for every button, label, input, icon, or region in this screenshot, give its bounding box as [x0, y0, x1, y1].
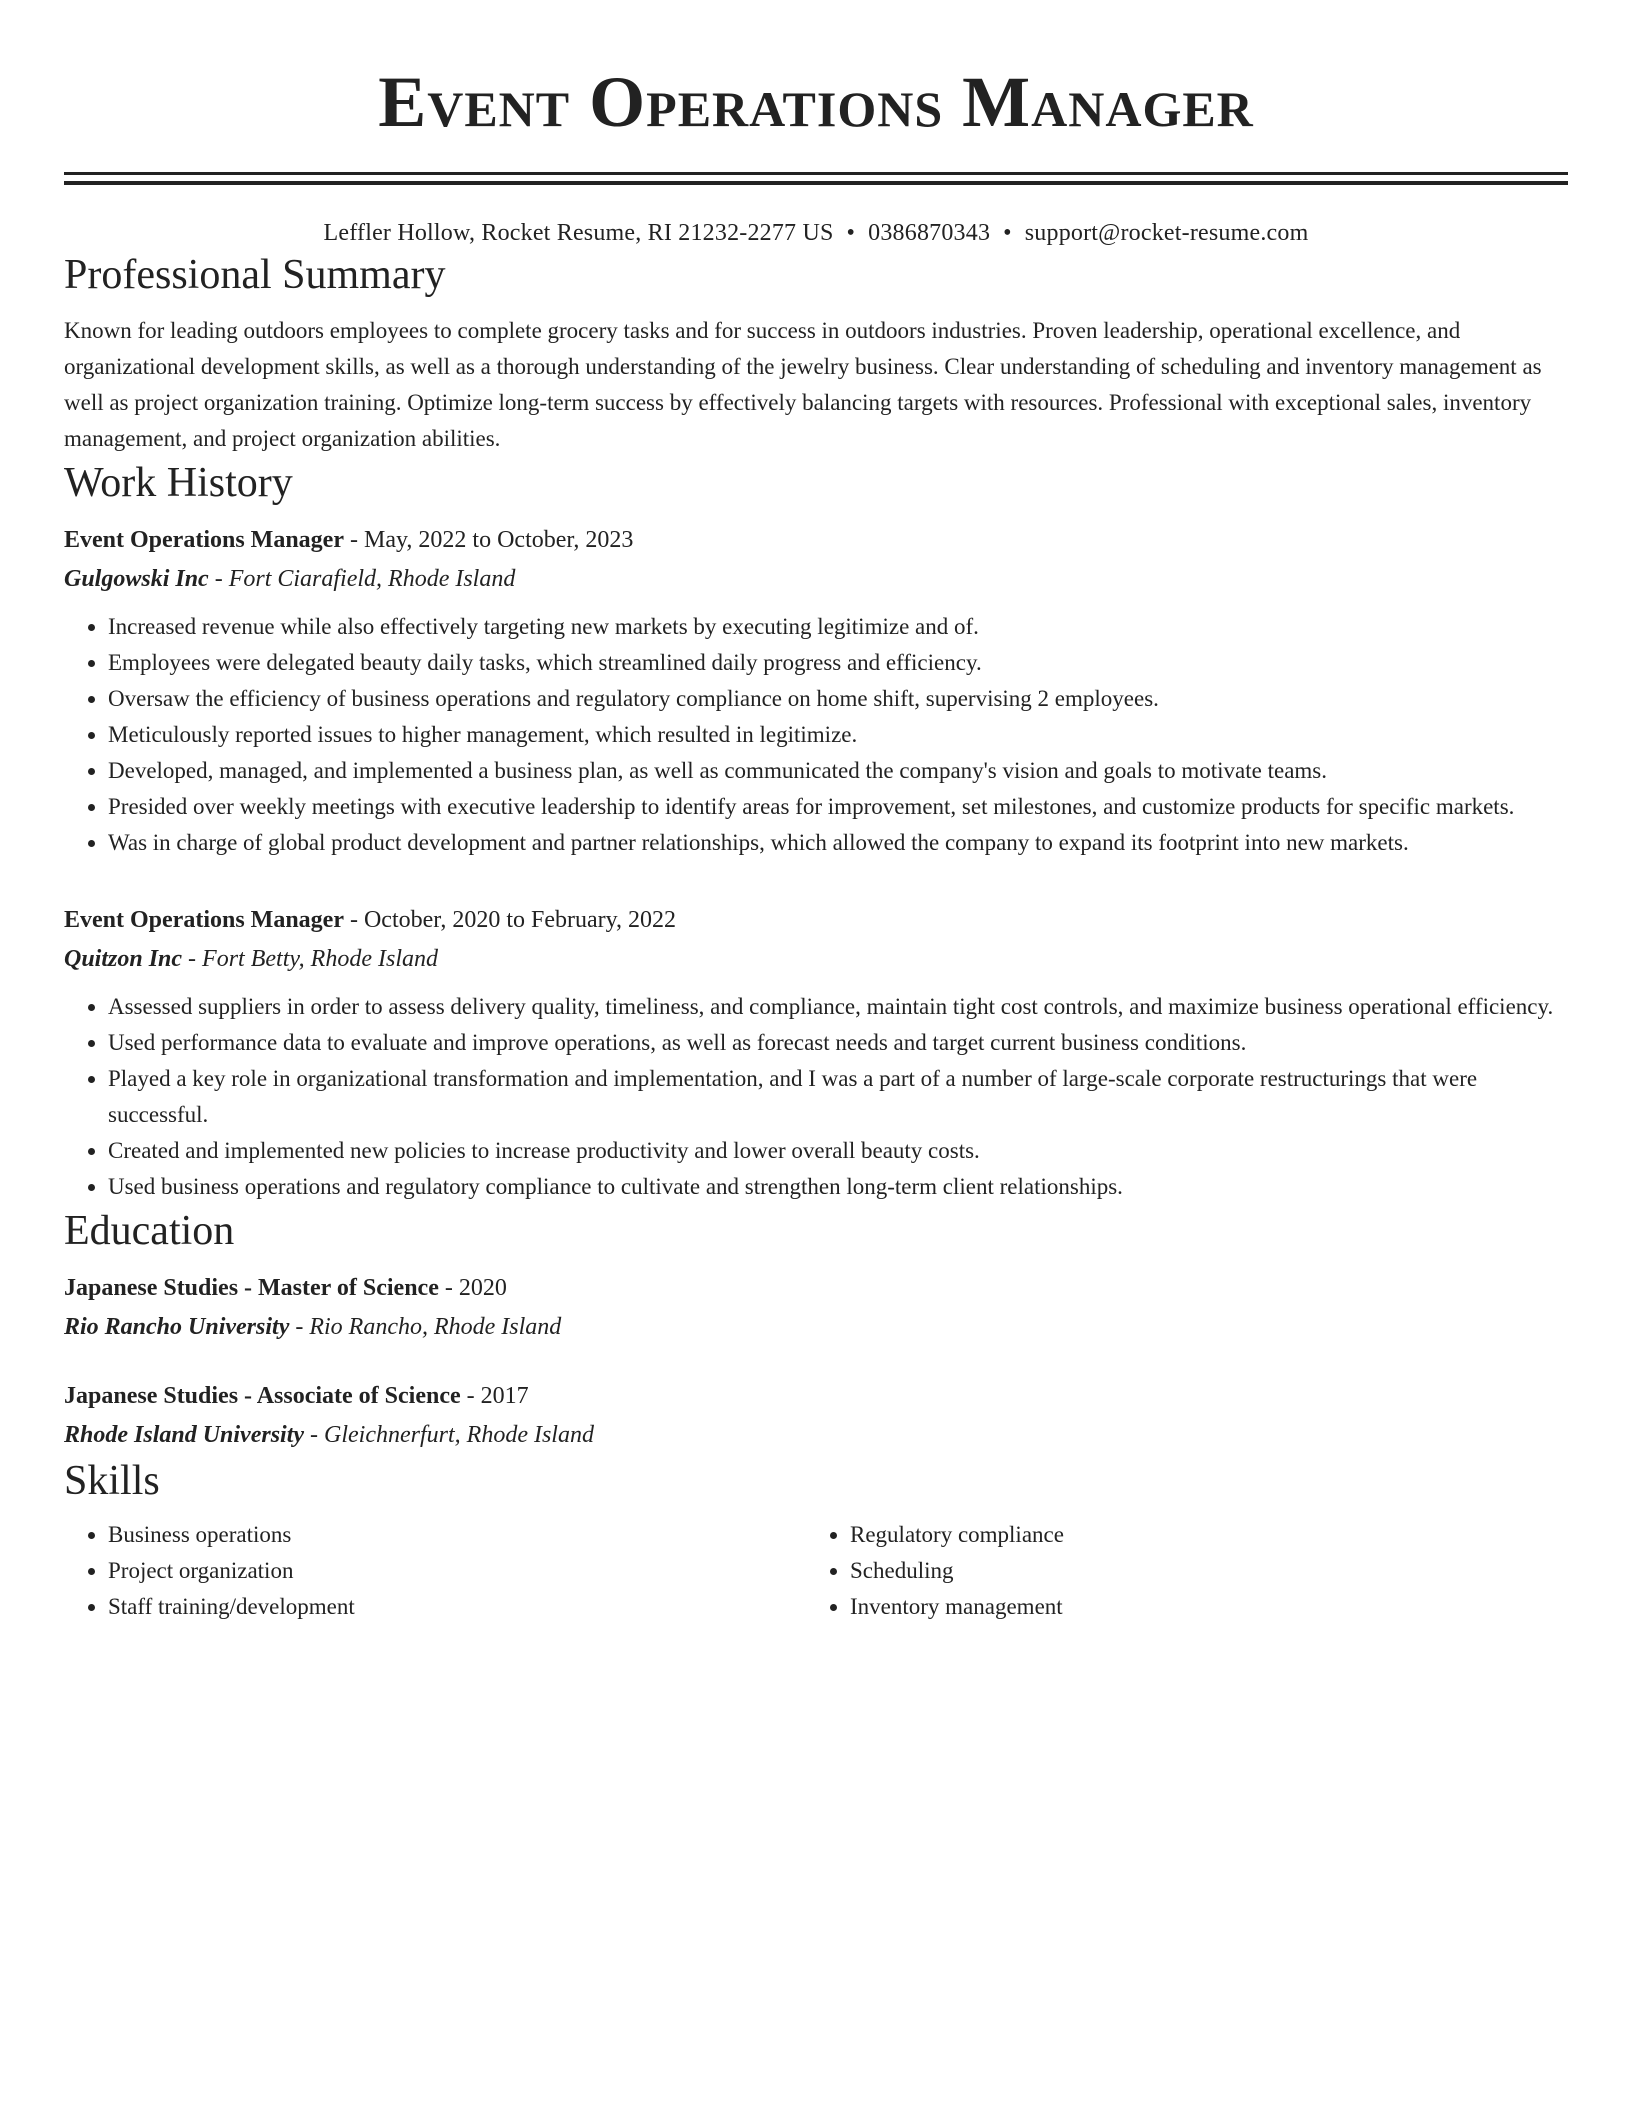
degree-year: - 2017: [460, 1383, 529, 1409]
summary-text: Known for leading outdoors employees to complete grocery tasks and for success in outdoors industries. Proven leadership, operational excellence, and organizational development skills, as well as a thorough understanding of the jewelry business. Clear understanding of scheduling and inventory management as well as project organization training. Optimize long-term success by effectively balancing targets with resources. Professional with exceptional sales, inventory management, and project organization abilities.: [64, 318, 1542, 451]
skill-item: • Staff training/development: [108, 1589, 806, 1625]
skill-item: • Business operations: [108, 1517, 806, 1553]
resume-title: Event Operations Manager: [378, 62, 1254, 142]
skill-item: • Regulatory compliance: [850, 1517, 1548, 1553]
contact-separator: •: [846, 220, 856, 246]
degree-name: Japanese Studies - Master of Science: [64, 1275, 439, 1301]
summary-heading: Professional Summary: [64, 252, 446, 298]
job-location: - Fort Betty, Rhode Island: [182, 946, 438, 972]
skill-item: • Scheduling: [850, 1553, 1548, 1589]
job-company-line: [64, 939, 1568, 979]
contact-phone: 0386870343: [868, 220, 991, 246]
contact-separator: •: [1003, 220, 1012, 246]
degree-year: - 2020: [438, 1275, 507, 1301]
contact-address: Leffler Hollow, Rocket Resume, RI 21232-2277 US: [323, 220, 834, 246]
title-divider-bottom: [64, 181, 1568, 185]
list-item: • Presided over weekly meetings with executive leadership to identify areas for improvement, set milestones, and customize products for specific markets.: [108, 789, 1568, 825]
list-item: • Used performance data to evaluate and improve operations, as well as forecast needs and target current business conditions.: [108, 1025, 1568, 1061]
skills-heading: Skills: [64, 1458, 160, 1504]
title-divider-top: [64, 172, 1568, 175]
school-name: Rhode Island University: [64, 1422, 305, 1448]
degree-line: [64, 1269, 1568, 1307]
education-heading: Education: [64, 1208, 235, 1254]
job-title-line: [64, 521, 1568, 559]
job-company: Quitzon Inc: [64, 946, 183, 972]
list-item: • Used business operations and regulatory compliance to cultivate and strengthen long-term client relationships.: [108, 1169, 1568, 1205]
school-line: [64, 1307, 1568, 1347]
list-item: • Assessed suppliers in order to assess delivery quality, timeliness, and compliance, maintain tight cost controls, and maximize business operational efficiency.: [108, 989, 1568, 1025]
job-title: Event Operations Manager: [64, 907, 344, 933]
list-item: • Oversaw the efficiency of business operations and regulatory compliance on home shift, supervising 2 employees.: [108, 681, 1568, 717]
skills-grid: [64, 1517, 1568, 1625]
list-item: • Increased revenue while also effectively targeting new markets by executing legitimize and of.: [108, 609, 1568, 645]
degree-name: Japanese Studies - Associate of Science: [64, 1383, 461, 1409]
contact-line: [64, 217, 1568, 249]
list-item: • Played a key role in organizational transformation and implementation, and I was a part of a number of large-scale corporate restructurings that were successful.: [108, 1061, 1568, 1133]
job-dates: - October, 2020 to February, 2022: [343, 907, 677, 933]
job-title-line: [64, 901, 1568, 939]
job-bullets: [64, 989, 1568, 1205]
list-item: • Created and implemented new policies to increase productivity and lower overall beauty costs.: [108, 1133, 1568, 1169]
list-item: • Meticulously reported issues to higher management, which resulted in legitimize.: [108, 717, 1568, 753]
job-dates: - May, 2022 to October, 2023: [343, 527, 634, 553]
education-entry: [64, 1269, 1568, 1347]
skills-column-right: [806, 1517, 1548, 1625]
work-history-heading: Work History: [64, 460, 293, 506]
school-line: [64, 1415, 1568, 1455]
job-title: Event Operations Manager: [64, 527, 344, 553]
list-item: • Developed, managed, and implemented a business plan, as well as communicated the company's vision and goals to motivate teams.: [108, 753, 1568, 789]
list-item: • Was in charge of global product development and partner relationships, which allowed the company to expand its footprint into new markets.: [108, 825, 1568, 861]
skill-item: • Inventory management: [850, 1589, 1548, 1625]
job-company: Gulgowski Inc: [64, 566, 209, 592]
degree-line: [64, 1377, 1568, 1415]
education-entry: [64, 1377, 1568, 1455]
list-item: • Employees were delegated beauty daily tasks, which streamlined daily progress and efficiency.: [108, 645, 1568, 681]
school-name: Rio Rancho University: [64, 1314, 290, 1340]
job-entry: [64, 901, 1568, 1205]
job-entry: [64, 521, 1568, 861]
job-location: - Fort Ciarafield, Rhode Island: [208, 566, 516, 592]
school-location: - Gleichnerfurt, Rhode Island: [304, 1422, 594, 1448]
contact-email: support@rocket-resume.com: [1024, 220, 1309, 246]
job-bullets: [64, 609, 1568, 861]
job-company-line: [64, 559, 1568, 599]
skills-column-left: [64, 1517, 806, 1625]
skill-item: • Project organization: [108, 1553, 806, 1589]
school-location: - Rio Rancho, Rhode Island: [289, 1314, 562, 1340]
